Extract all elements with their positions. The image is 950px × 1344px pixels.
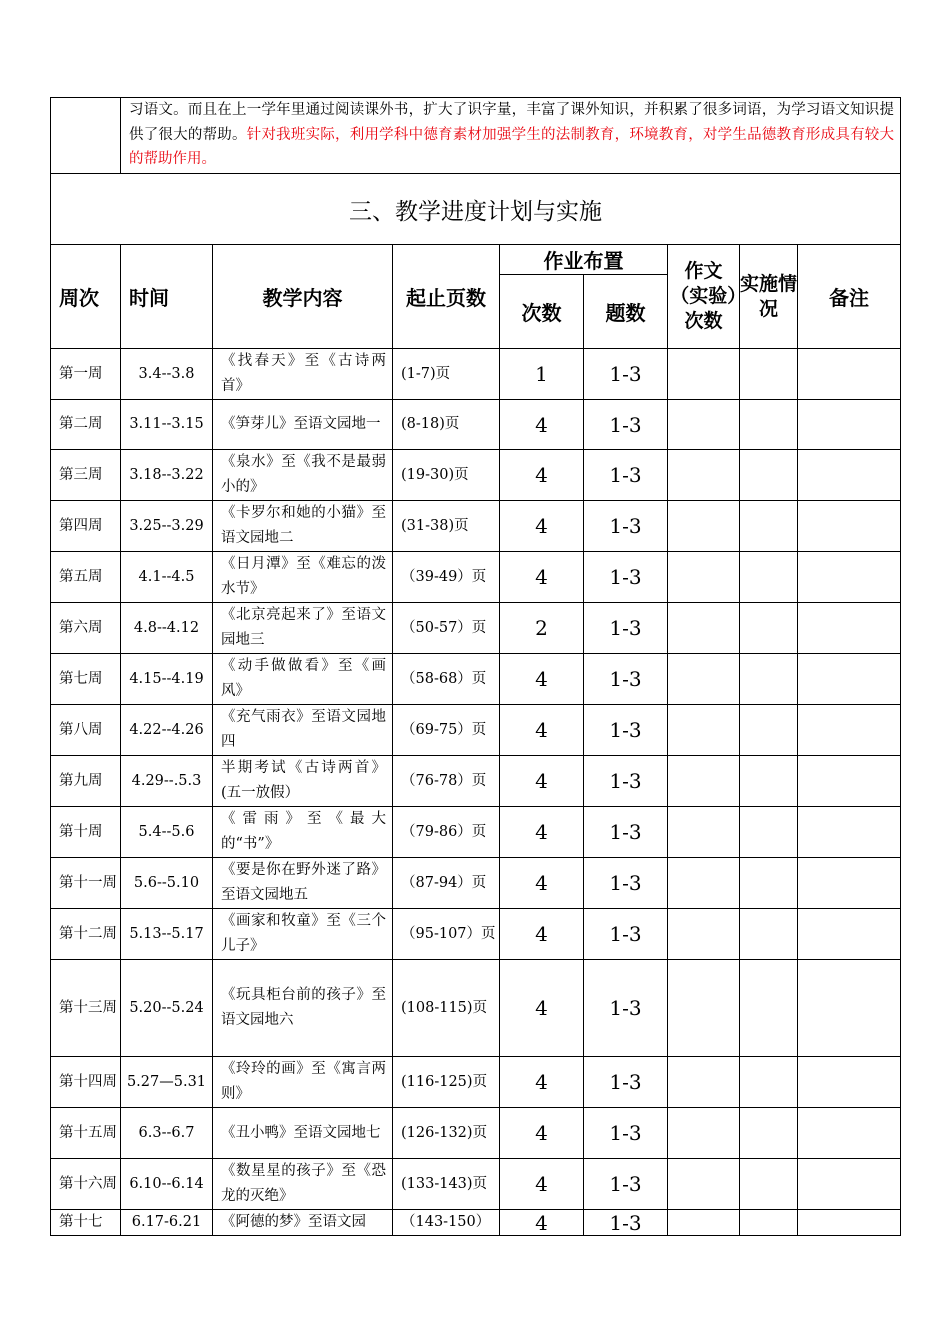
cell-composition — [668, 1210, 740, 1236]
intro-paragraph — [121, 98, 901, 174]
cell-time: 6.10--6.14 — [121, 1159, 213, 1210]
cell-pages: （76-78）页 — [393, 756, 500, 807]
section-title-row — [51, 174, 901, 245]
cell-implementation — [740, 909, 798, 960]
cell-content: 《日月潭》至《难忘的泼水节》 — [213, 552, 393, 603]
cell-homework-times: 4 — [500, 909, 584, 960]
cell-composition — [668, 400, 740, 450]
cell-composition — [668, 756, 740, 807]
cell-implementation — [740, 1210, 798, 1236]
cell-week: 第十二周 — [51, 909, 121, 960]
cell-time: 4.22--4.26 — [121, 705, 213, 756]
cell-time: 4.29--.5.3 — [121, 756, 213, 807]
cell-implementation — [740, 603, 798, 654]
table-row — [51, 807, 901, 858]
cell-time: 3.11--3.15 — [121, 400, 213, 450]
cell-pages: (31-38)页 — [393, 501, 500, 552]
cell-homework-times: 4 — [500, 501, 584, 552]
cell-time: 3.4--3.8 — [121, 349, 213, 400]
cell-pages: （39-49）页 — [393, 552, 500, 603]
cell-implementation — [740, 501, 798, 552]
cell-week: 第十一周 — [51, 858, 121, 909]
cell-homework-times: 4 — [500, 552, 584, 603]
cell-implementation — [740, 756, 798, 807]
cell-content: 《要是你在野外迷了路》至语文园地五 — [213, 858, 393, 909]
cell-notes — [798, 807, 901, 858]
cell-content: 《北京亮起来了》至语文园地三 — [213, 603, 393, 654]
cell-implementation — [740, 960, 798, 1057]
table-row — [51, 552, 901, 603]
cell-content: 《充气雨衣》至语文园地四 — [213, 705, 393, 756]
header-times: 次数 — [500, 275, 584, 349]
cell-week: 第十四周 — [51, 1057, 121, 1108]
header-homework: 作业布置 — [500, 245, 668, 275]
cell-content: 《画家和牧童》至《三个儿子》 — [213, 909, 393, 960]
cell-homework-questions: 1-3 — [584, 400, 668, 450]
section-title: 三、教学进度计划与实施 — [51, 174, 901, 245]
cell-week: 第十七 — [51, 1210, 121, 1236]
cell-week: 第九周 — [51, 756, 121, 807]
header-row-1 — [51, 245, 901, 275]
table-row — [51, 858, 901, 909]
intro-text-black: 习语文。而且在上一学年里通过阅读课外书，扩大了识字量，丰富了课外知识，并积累了很多词语，为学习语文知识提供了很大的帮助。 — [129, 102, 894, 143]
cell-time: 3.18--3.22 — [121, 450, 213, 501]
cell-implementation — [740, 1108, 798, 1159]
teaching-plan-table — [50, 97, 901, 1236]
cell-homework-times: 4 — [500, 960, 584, 1057]
cell-content: 《笋芽儿》至语文园地一 — [213, 400, 393, 450]
cell-pages: (116-125)页 — [393, 1057, 500, 1108]
cell-time: 6.17-6.21 — [121, 1210, 213, 1236]
header-content: 教学内容 — [213, 245, 393, 349]
cell-week: 第六周 — [51, 603, 121, 654]
cell-homework-questions: 1-3 — [584, 501, 668, 552]
cell-homework-questions: 1-3 — [584, 1108, 668, 1159]
cell-time: 4.1--4.5 — [121, 552, 213, 603]
cell-time: 5.6--5.10 — [121, 858, 213, 909]
cell-notes — [798, 603, 901, 654]
cell-time: 5.13--5.17 — [121, 909, 213, 960]
cell-notes — [798, 654, 901, 705]
cell-notes — [798, 450, 901, 501]
cell-homework-questions: 1-3 — [584, 349, 668, 400]
table-row — [51, 603, 901, 654]
cell-homework-times: 4 — [500, 858, 584, 909]
cell-homework-questions: 1-3 — [584, 654, 668, 705]
cell-homework-times: 2 — [500, 603, 584, 654]
table-row — [51, 909, 901, 960]
cell-pages: （69-75）页 — [393, 705, 500, 756]
cell-homework-times: 4 — [500, 400, 584, 450]
cell-pages: (19-30)页 — [393, 450, 500, 501]
cell-pages: （50-57）页 — [393, 603, 500, 654]
cell-notes — [798, 756, 901, 807]
cell-composition — [668, 450, 740, 501]
cell-homework-questions: 1-3 — [584, 807, 668, 858]
cell-homework-questions: 1-3 — [584, 450, 668, 501]
cell-time: 4.15--4.19 — [121, 654, 213, 705]
cell-time: 5.20--5.24 — [121, 960, 213, 1057]
cell-composition — [668, 1108, 740, 1159]
cell-pages: (133-143)页 — [393, 1159, 500, 1210]
cell-homework-questions: 1-3 — [584, 756, 668, 807]
cell-week: 第十六周 — [51, 1159, 121, 1210]
cell-notes — [798, 400, 901, 450]
cell-time: 6.3--6.7 — [121, 1108, 213, 1159]
cell-homework-questions: 1-3 — [584, 858, 668, 909]
cell-homework-questions: 1-3 — [584, 1159, 668, 1210]
header-composition: 作文（实验）次数 — [668, 245, 740, 349]
cell-composition — [668, 909, 740, 960]
cell-homework-times: 4 — [500, 450, 584, 501]
cell-pages: (1-7)页 — [393, 349, 500, 400]
cell-homework-times: 4 — [500, 756, 584, 807]
cell-composition — [668, 501, 740, 552]
table-row — [51, 960, 901, 1057]
cell-notes — [798, 1210, 901, 1236]
cell-content: 《数星星的孩子》至《恐龙的灭绝》 — [213, 1159, 393, 1210]
table-row — [51, 654, 901, 705]
cell-notes — [798, 1159, 901, 1210]
cell-homework-questions: 1-3 — [584, 1057, 668, 1108]
cell-homework-times: 4 — [500, 807, 584, 858]
cell-pages: （58-68）页 — [393, 654, 500, 705]
cell-content: 《丑小鸭》至语文园地七 — [213, 1108, 393, 1159]
header-notes: 备注 — [798, 245, 901, 349]
cell-time: 5.27—5.31 — [121, 1057, 213, 1108]
cell-pages: (8-18)页 — [393, 400, 500, 450]
cell-composition — [668, 1159, 740, 1210]
cell-implementation — [740, 400, 798, 450]
cell-composition — [668, 960, 740, 1057]
cell-implementation — [740, 705, 798, 756]
cell-composition — [668, 1057, 740, 1108]
cell-pages: (126-132)页 — [393, 1108, 500, 1159]
cell-week: 第七周 — [51, 654, 121, 705]
cell-implementation — [740, 349, 798, 400]
cell-composition — [668, 654, 740, 705]
cell-time: 3.25--3.29 — [121, 501, 213, 552]
cell-homework-questions: 1-3 — [584, 960, 668, 1057]
cell-time: 5.4--5.6 — [121, 807, 213, 858]
cell-week: 第十三周 — [51, 960, 121, 1057]
table-row — [51, 705, 901, 756]
cell-homework-times: 4 — [500, 1210, 584, 1236]
table-row — [51, 501, 901, 552]
cell-pages: （79-86）页 — [393, 807, 500, 858]
cell-homework-times: 4 — [500, 1159, 584, 1210]
cell-pages: （143-150） — [393, 1210, 500, 1236]
cell-content: 半期考试《古诗两首》(五一放假） — [213, 756, 393, 807]
cell-homework-times: 1 — [500, 349, 584, 400]
table-row — [51, 1210, 901, 1236]
cell-implementation — [740, 450, 798, 501]
cell-homework-questions: 1-3 — [584, 552, 668, 603]
header-time: 时间 — [121, 245, 213, 349]
table-row — [51, 756, 901, 807]
cell-implementation — [740, 552, 798, 603]
cell-week: 第三周 — [51, 450, 121, 501]
cell-notes — [798, 552, 901, 603]
cell-week: 第十周 — [51, 807, 121, 858]
header-pages: 起止页数 — [393, 245, 500, 349]
cell-homework-times: 4 — [500, 654, 584, 705]
cell-week: 第一周 — [51, 349, 121, 400]
cell-implementation — [740, 1159, 798, 1210]
cell-content: 《阿德的梦》至语文园 — [213, 1210, 393, 1236]
cell-composition — [668, 858, 740, 909]
cell-homework-questions: 1-3 — [584, 1210, 668, 1236]
intro-text-red: 针对我班实际，利用学科中德育素材加强学生的法制教育，环境教育，对学生品德教育形成具有较大的帮助作用。 — [129, 126, 895, 167]
cell-pages: （87-94）页 — [393, 858, 500, 909]
cell-composition — [668, 603, 740, 654]
cell-content: 《玲玲的画》至《寓言两则》 — [213, 1057, 393, 1108]
table-row — [51, 450, 901, 501]
cell-notes — [798, 349, 901, 400]
cell-homework-times: 4 — [500, 1057, 584, 1108]
cell-homework-questions: 1-3 — [584, 909, 668, 960]
cell-notes — [798, 858, 901, 909]
cell-content: 《动手做做看》至《画风》 — [213, 654, 393, 705]
cell-week: 第八周 — [51, 705, 121, 756]
cell-composition — [668, 349, 740, 400]
cell-composition — [668, 552, 740, 603]
cell-notes — [798, 1057, 901, 1108]
cell-content: 《雷雨》至《最大的“书”》 — [213, 807, 393, 858]
cell-week: 第四周 — [51, 501, 121, 552]
cell-pages: (108-115)页 — [393, 960, 500, 1057]
cell-content: 《卡罗尔和她的小猫》至语文园地二 — [213, 501, 393, 552]
table-row — [51, 349, 901, 400]
cell-notes — [798, 501, 901, 552]
header-questions: 题数 — [584, 275, 668, 349]
cell-homework-questions: 1-3 — [584, 603, 668, 654]
cell-notes — [798, 909, 901, 960]
cell-homework-questions: 1-3 — [584, 705, 668, 756]
table-row — [51, 400, 901, 450]
cell-content: 《泉水》至《我不是最弱小的》 — [213, 450, 393, 501]
table-row — [51, 1108, 901, 1159]
header-implementation: 实施情况 — [740, 245, 798, 349]
cell-pages: （95-107）页 — [393, 909, 500, 960]
cell-composition — [668, 705, 740, 756]
cell-week: 第五周 — [51, 552, 121, 603]
cell-notes — [798, 1108, 901, 1159]
cell-implementation — [740, 1057, 798, 1108]
cell-composition — [668, 807, 740, 858]
cell-time: 4.8--4.12 — [121, 603, 213, 654]
cell-week: 第十五周 — [51, 1108, 121, 1159]
cell-week: 第二周 — [51, 400, 121, 450]
header-week: 周次 — [51, 245, 121, 349]
table-row — [51, 1159, 901, 1210]
cell-implementation — [740, 807, 798, 858]
cell-homework-times: 4 — [500, 705, 584, 756]
cell-content: 《找春天》至《古诗两首》 — [213, 349, 393, 400]
cell-notes — [798, 705, 901, 756]
cell-notes — [798, 960, 901, 1057]
cell-content: 《玩具柜台前的孩子》至语文园地六 — [213, 960, 393, 1057]
table-row — [51, 1057, 901, 1108]
intro-row — [51, 98, 901, 174]
intro-blank-cell — [51, 98, 121, 174]
cell-implementation — [740, 654, 798, 705]
cell-homework-times: 4 — [500, 1108, 584, 1159]
cell-implementation — [740, 858, 798, 909]
